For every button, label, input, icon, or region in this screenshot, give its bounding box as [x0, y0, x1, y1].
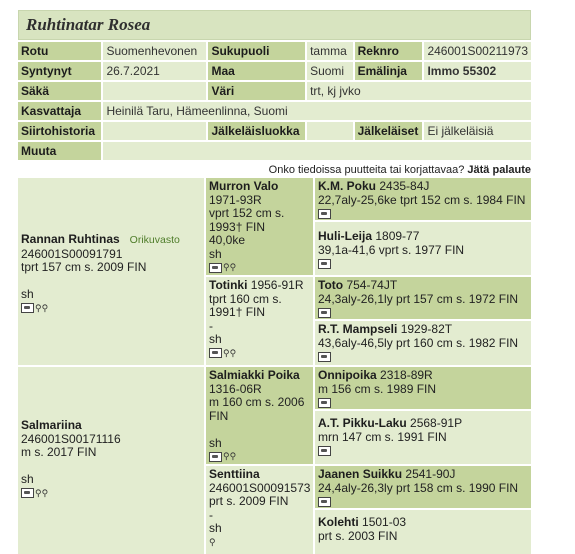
ds-l1: m 160 cm s. 2006 [209, 395, 305, 409]
ds-l2: FIN [209, 408, 229, 423]
dds-years: 2541-90J [405, 467, 456, 481]
photo-icon[interactable] [318, 308, 331, 318]
ss-sh: sh [209, 246, 222, 261]
rotu-label: Rotu [18, 42, 101, 60]
sss-l1: 22,7aly-25,6ke tprt 152 cm s. 1984 FIN [318, 192, 526, 207]
photo-icon[interactable] [318, 259, 331, 269]
ssd-years: 1809-77 [375, 229, 420, 243]
gender-icon: ⚲ [209, 536, 216, 547]
dds-cell [315, 466, 531, 508]
dd-l2: - [209, 507, 213, 522]
ds-years: 1316-06R [209, 381, 262, 396]
sd-l1: tprt 160 cm s. [209, 291, 282, 306]
sukupuoli-value: tamma [307, 42, 353, 60]
photo-icon[interactable] [209, 263, 222, 273]
maa-value: Suomi [307, 62, 353, 80]
dam-sh: sh [21, 472, 34, 486]
sss-name[interactable]: K.M. Poku [318, 179, 377, 193]
sire-reg: 246001S00091791 [21, 246, 123, 261]
dss-years: 2318-89R [380, 368, 433, 382]
muuta-label: Muuta [18, 142, 101, 160]
sire-sh: sh [21, 287, 34, 301]
photo-icon[interactable] [209, 348, 222, 358]
sire-name[interactable]: Rannan Ruhtinas [21, 232, 120, 246]
dam-dam-cell [206, 466, 313, 554]
syntynyt-label: Syntynyt [18, 62, 101, 80]
dsd-name[interactable]: A.T. Pikku-Laku [318, 416, 407, 430]
gender-icon: ⚲⚲ [35, 302, 49, 313]
dam-sire-cell [206, 367, 313, 464]
sd-name[interactable]: Totinki [209, 278, 248, 292]
dam-cell [18, 367, 204, 554]
sd-l2: 1991† FIN [209, 305, 266, 319]
ss-name[interactable]: Murron Valo [209, 179, 279, 193]
dsd-cell [315, 411, 531, 464]
sds-years: 754-74JT [346, 278, 398, 292]
gender-icon: ⚲⚲ [223, 451, 237, 462]
dsd-l1: mrn 147 cm s. 1991 FIN [318, 429, 447, 444]
ds-name[interactable]: Salmiakki Poika [209, 368, 300, 382]
kasvattaja-value: Heinilä Taru, Hämeenlinna, Suomi [103, 102, 531, 120]
photo-icon[interactable] [318, 209, 331, 219]
sire-sire-cell [206, 178, 313, 275]
feedback-line [18, 164, 531, 176]
ddd-years: 1501-03 [362, 515, 407, 529]
ddd-cell [315, 510, 531, 554]
photo-icon[interactable] [318, 352, 331, 362]
reknro-value: 246001S00211973 [424, 42, 531, 60]
photo-icon[interactable] [209, 452, 222, 462]
dds-name[interactable]: Jaanen Suikku [318, 467, 403, 481]
photo-icon[interactable] [21, 303, 34, 313]
sire-dam-cell [206, 277, 313, 365]
ddd-l1: prt s. 2003 FIN [318, 528, 398, 543]
jalkelaisluokka-label: Jälkeläisluokka [208, 122, 305, 140]
sukupuoli-label: Sukupuoli [208, 42, 305, 60]
sds-name[interactable]: Toto [318, 278, 344, 292]
dd-l1: prt s. 2009 FIN [209, 494, 289, 508]
sdd-years: 1929-82T [400, 322, 453, 336]
saka-label: Säkä [18, 82, 101, 100]
page-title: Ruhtinatar Rosea [18, 10, 531, 40]
sss-cell [315, 178, 531, 220]
ssd-name[interactable]: Huli-Leija [318, 229, 373, 243]
gender-icon: ⚲⚲ [223, 262, 237, 273]
photo-icon[interactable] [318, 446, 331, 456]
sdd-name[interactable]: R.T. Mampseli [318, 322, 398, 336]
siirtohistoria-value [103, 122, 206, 140]
dd-name[interactable]: Senttiina [209, 467, 260, 481]
dam-reg: 246001S00171116 [21, 431, 121, 446]
dds-l1: 24,4aly-26,3ly prt 158 cm s. 1990 FIN [318, 480, 519, 495]
vari-label: Väri [208, 82, 305, 100]
sd-sh: sh [209, 332, 222, 346]
syntynyt-value: 26.7.2021 [103, 62, 206, 80]
ssd-l1: 39,1a-41,6 vprt s. 1977 FIN [318, 242, 465, 257]
ss-l3: 40,0ke [209, 233, 246, 247]
jalkelaiset-label: Jälkeläiset [355, 122, 423, 140]
pedigree-table [18, 176, 531, 554]
saka-value [103, 82, 206, 100]
sds-cell [315, 277, 531, 319]
gender-icon: ⚲⚲ [223, 347, 237, 358]
photo-icon[interactable] [318, 398, 331, 408]
sss-years: 2435-84J [379, 179, 430, 193]
sdd-cell [315, 321, 531, 365]
dam-name[interactable]: Salmariina [21, 418, 82, 432]
ssd-cell [315, 222, 531, 275]
jalkelaisluokka-value [307, 122, 353, 140]
sire-info: tprt 157 cm s. 2009 FIN [21, 260, 147, 274]
sire-cell [18, 178, 204, 365]
maa-label: Maa [208, 62, 305, 80]
siirtohistoria-label: Siirtohistoria [18, 122, 101, 140]
vari-value: trt, kj jvko [307, 82, 531, 100]
muuta-value [103, 142, 531, 160]
sdd-l1: 43,6aly-46,5ly prt 160 cm s. 1982 FIN [318, 335, 519, 350]
kasvattaja-label: Kasvattaja [18, 102, 101, 120]
feedback-link[interactable]: Jätä palaute [467, 164, 531, 176]
ddd-name[interactable]: Kolehti [318, 515, 359, 529]
feedback-text: Onko tiedoissa puutteita tai korjattavaa? [268, 164, 465, 176]
emalinja-link[interactable]: Immo 55302 [427, 64, 497, 78]
dss-name[interactable]: Onnipoika [318, 368, 377, 382]
dd-years: 246001S00091573 [209, 480, 311, 495]
emalinja-label: Emälinja [355, 62, 423, 80]
photo-icon[interactable] [318, 497, 331, 507]
jalkelaiset-value: Ei jälkeläisiä [424, 122, 531, 140]
emalinja-value[interactable] [424, 62, 531, 80]
dam-info: m s. 2017 FIN [21, 445, 97, 459]
sd-l3: - [209, 318, 213, 333]
rotu-value: Suomenhevonen [103, 42, 206, 60]
gender-icon: ⚲⚲ [35, 487, 49, 498]
horse-info-panel [18, 10, 531, 162]
sd-years: 1956-91R [250, 278, 304, 292]
ds-sh: sh [209, 435, 222, 450]
reknro-label: Reknro [355, 42, 423, 60]
sds-l1: 24,3aly-26,1ly prt 157 cm s. 1972 FIN [318, 291, 519, 306]
dss-cell [315, 367, 531, 409]
ss-l2: 1993† FIN [209, 219, 266, 234]
ss-years: 1971-93R [209, 192, 262, 207]
info-table [16, 40, 533, 162]
orikuvasto-link[interactable]: Orikuvasto [129, 234, 180, 246]
dss-l1: m 156 cm s. 1989 FIN [318, 381, 437, 396]
ss-l1: vprt 152 cm s. [209, 206, 285, 220]
dd-sh: sh [209, 521, 222, 535]
photo-icon[interactable] [21, 488, 34, 498]
dsd-years: 2568-91P [410, 416, 463, 430]
